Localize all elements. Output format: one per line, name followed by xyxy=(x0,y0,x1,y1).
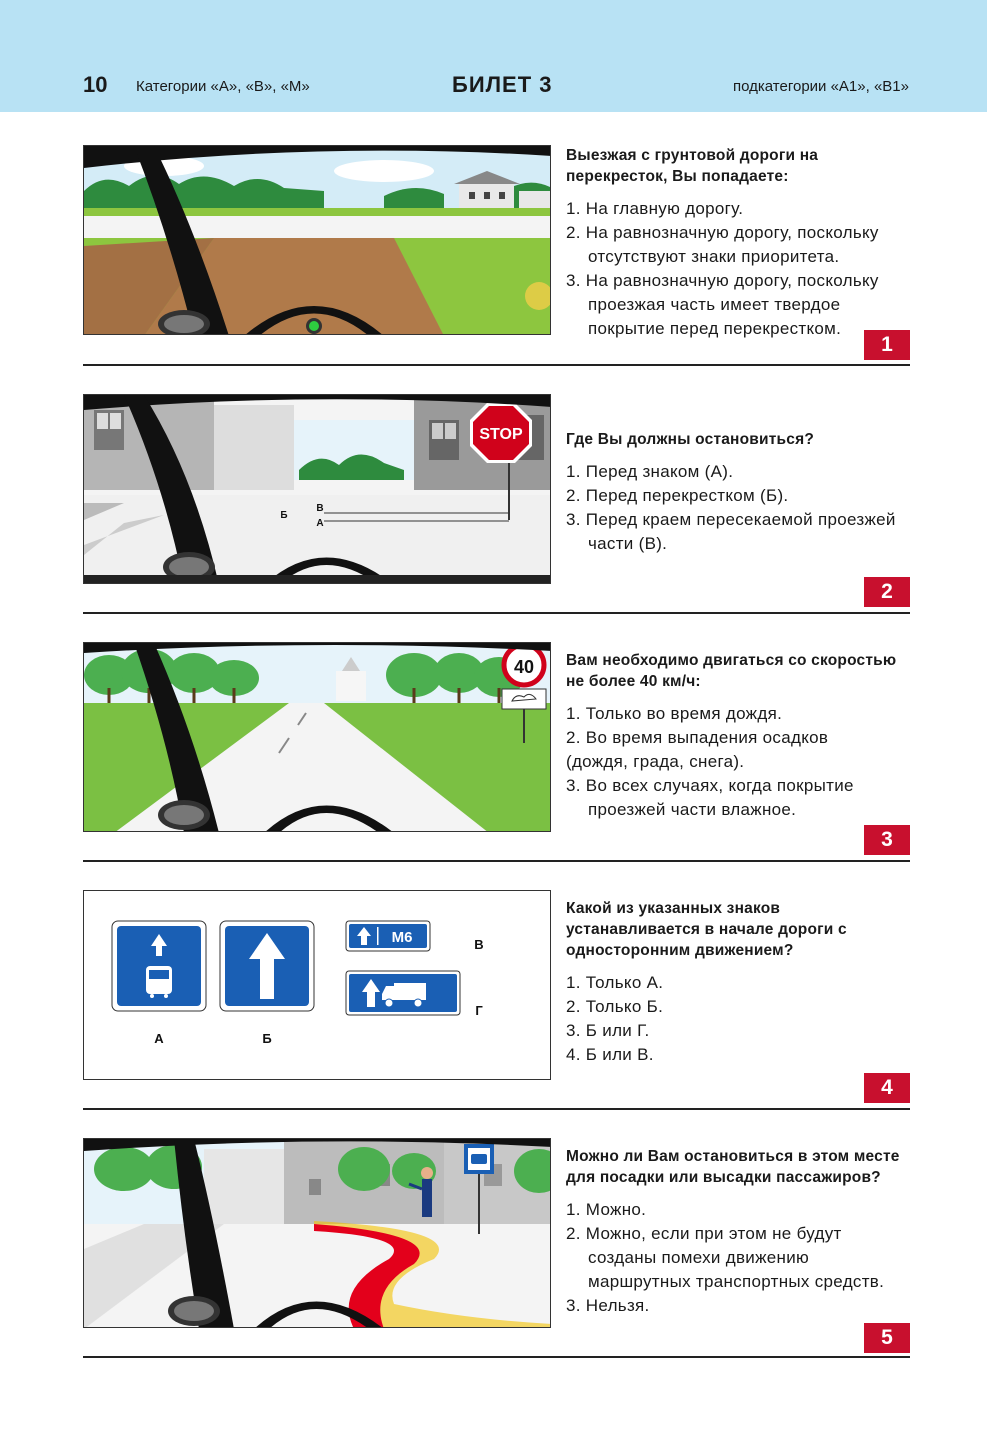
question-2 xyxy=(83,394,910,614)
question-1-text xyxy=(566,145,912,341)
question-5-text xyxy=(566,1146,912,1318)
question-1-answer-3[interactable]: 3. На равнозначную дорогу, поскольку проезжая часть имеет твердое покрытие перед перекрестком. xyxy=(566,271,879,338)
question-5 xyxy=(83,1138,910,1358)
question-3-answer-3[interactable]: 3. Во всех случаях, когда покрытие проезжей части влажное. xyxy=(566,776,854,819)
question-3-answer-2-continued: (дождя, града, снега). xyxy=(566,752,745,771)
divider xyxy=(83,860,910,862)
question-1-number-badge: 1 xyxy=(864,330,910,360)
sign-b-label: Б xyxy=(262,1031,272,1046)
question-5-number-badge: 5 xyxy=(864,1323,910,1353)
label-a: А xyxy=(316,518,324,529)
question-1-answer-1[interactable]: 1. На главную дорогу. xyxy=(566,199,744,218)
question-5-image xyxy=(83,1138,551,1328)
question-4-answer-1[interactable]: 1. Только А. xyxy=(566,973,664,992)
windshield-view-dirt-road xyxy=(84,146,551,335)
page-number: 10 xyxy=(83,72,108,97)
question-5-answer-2[interactable]: 2. Можно, если при этом не будут созданы помехи движению маршрутных транспортных средств. xyxy=(566,1224,885,1291)
sign-g-label: Г xyxy=(475,1003,483,1018)
question-3 xyxy=(83,642,910,862)
speed-limit-label: 40 xyxy=(513,657,535,677)
divider xyxy=(83,1108,910,1110)
sign-v-label: В xyxy=(474,937,484,952)
question-2-answer-2[interactable]: 2. Перед перекрестком (Б). xyxy=(566,486,789,505)
windshield-view-speed-sign xyxy=(84,643,551,832)
question-3-answer-1[interactable]: 1. Только во время дождя. xyxy=(566,704,783,723)
question-4-answer-2[interactable]: 2. Только Б. xyxy=(566,997,664,1016)
question-5-answer-3[interactable]: 3. Нельзя. xyxy=(566,1296,650,1315)
question-5-title: Можно ли Вам остановиться в этом месте для посадки или высадки пассажиров? xyxy=(566,1148,900,1186)
header-categories: Категории «А», «В», «М» xyxy=(136,78,310,95)
question-3-number-badge: 3 xyxy=(864,825,910,855)
question-2-image xyxy=(83,394,551,584)
question-1-image xyxy=(83,145,551,335)
question-3-text xyxy=(566,650,912,822)
question-4 xyxy=(83,890,910,1110)
stop-sign-label: STOP xyxy=(479,426,523,443)
question-2-number-badge: 2 xyxy=(864,577,910,607)
question-4-image xyxy=(83,890,551,1080)
question-2-title: Где Вы должны остановиться? xyxy=(566,431,814,448)
question-2-answer-3[interactable]: 3. Перед краем пересекаемой проезжей части (В). xyxy=(566,510,896,553)
divider xyxy=(83,1356,910,1358)
sign-a-label: А xyxy=(154,1031,164,1046)
road-number-label: М6 xyxy=(391,929,413,946)
question-3-image xyxy=(83,642,551,832)
question-4-text xyxy=(566,898,912,1067)
question-1-answer-2[interactable]: 2. На равнозначную дорогу, поскольку отсутствуют знаки приоритета. xyxy=(566,223,879,266)
divider xyxy=(83,612,910,614)
header-subcategories: подкатегории «А1», «В1» xyxy=(733,78,909,95)
question-4-answer-4[interactable]: 4. Б или В. xyxy=(566,1045,654,1064)
label-v: В xyxy=(316,503,324,514)
question-1-title: Выезжая с грунтовой дороги на перекресток, Вы попадаете: xyxy=(566,147,819,185)
divider xyxy=(83,364,910,366)
ticket-title: БИЛЕТ 3 xyxy=(452,72,553,97)
question-4-number-badge: 4 xyxy=(864,1073,910,1103)
question-5-answer-1[interactable]: 1. Можно. xyxy=(566,1200,647,1219)
label-b: Б xyxy=(280,510,288,521)
question-3-answer-2[interactable]: 2. Во время выпадения осадков xyxy=(566,728,829,747)
windshield-view-stop-sign xyxy=(84,395,551,584)
windshield-view-bus-stop xyxy=(84,1139,551,1328)
road-signs-panel xyxy=(84,891,551,1080)
question-4-answer-3[interactable]: 3. Б или Г. xyxy=(566,1021,650,1040)
question-4-title: Какой из указанных знаков устанавливается в начале дороги с односторонним движением? xyxy=(566,900,847,959)
question-2-answer-1[interactable]: 1. Перед знаком (А). xyxy=(566,462,734,481)
question-3-title: Вам необходимо двигаться со скоростью не более 40 км/ч: xyxy=(566,652,897,690)
question-2-text xyxy=(566,429,912,556)
question-1 xyxy=(83,145,910,365)
